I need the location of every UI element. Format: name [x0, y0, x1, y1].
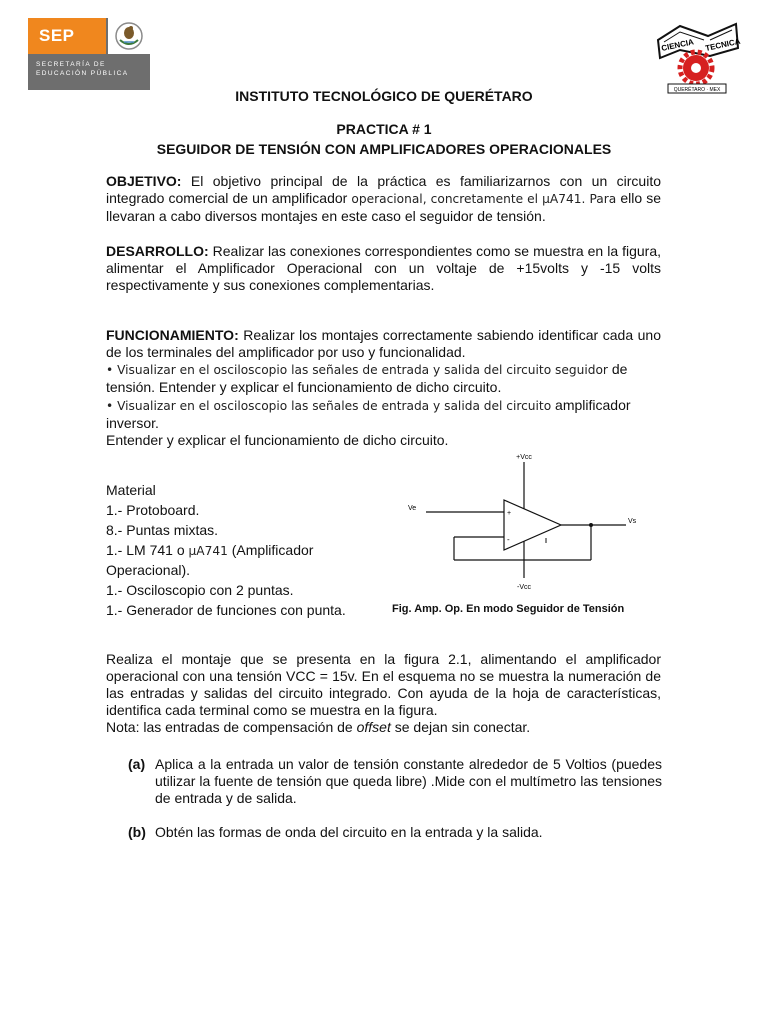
opamp-symbol: [504, 500, 561, 550]
material-item-3: [106, 540, 313, 561]
material-item: 1.- Osciloscopio con 2 puntas.: [106, 582, 294, 598]
note-line: [106, 719, 661, 736]
sep-subtitle-line2: EDUCACIÓN PÚBLICA: [36, 70, 129, 77]
bullet2-text-b: amplificador inversor.: [106, 397, 631, 431]
material-item: Operacional).: [106, 562, 191, 578]
itq-logo-right-text: TECNICA: [704, 36, 742, 53]
step-b-text: Obtén las formas de onda del circuito en la entrada y la salida.: [155, 824, 543, 840]
bullet1-text-b: de tensión. Entender y explicar el funcionamiento de dicho circuito.: [106, 361, 628, 395]
funcionamiento-bullet-2: [106, 397, 661, 432]
itq-logo-bottom-text: QUERÉTARO · MEX: [673, 87, 721, 93]
note-italic: offset: [356, 719, 391, 735]
material-item: 1.- Protoboard.: [106, 502, 200, 518]
step-a-label: (a): [128, 756, 146, 772]
bullet2-text-a: • Visualizar en el osciloscopio las señales de entrada y salida del circuito: [106, 399, 552, 413]
objetivo-label: OBJETIVO:: [106, 173, 182, 189]
step-a-text: Aplica a la entrada un valor de tensión constante alrededor de 5 Voltios (puedes utilizar la fuente de tensión que queda libre) .Mide con el multímetro las tensiones de entrada y de salida.: [155, 756, 662, 806]
sep-subtitle-line1: SECRETARÍA DE: [36, 61, 106, 68]
note-text-a: Nota: las entradas de compensación de: [106, 719, 357, 735]
objetivo-paragraph: [106, 173, 661, 225]
itq-logo: [650, 18, 744, 94]
step-a: [128, 756, 662, 807]
vcc-positive-label: +Vcc: [516, 454, 532, 461]
institute-title: INSTITUTO TECNOLÓGICO DE QUERÉTARO: [235, 88, 533, 104]
vcc-negative-label: -Vcc: [517, 584, 531, 591]
material-item: 8.- Puntas mixtas.: [106, 522, 219, 538]
funcionamiento-closing: Entender y explicar el funcionamiento de dicho circuito.: [106, 432, 449, 448]
desarrollo-paragraph: [106, 243, 661, 294]
sep-logo: [28, 18, 150, 90]
noninverting-sign: +: [507, 510, 512, 517]
output-label: Vs: [628, 518, 637, 525]
figure-caption: Fig. Amp. Op. En modo Seguidor de Tensión: [392, 603, 625, 615]
gear-icon: [680, 52, 712, 84]
funcionamiento-label: FUNCIONAMIENTO:: [106, 327, 239, 343]
sep-logo-text: SEP: [28, 18, 106, 54]
material-item: 1.- LM 741 o: [106, 542, 189, 558]
sep-subtitle: [36, 60, 148, 78]
note-text-b: se dejan sin conectar.: [390, 719, 531, 735]
step-b: [128, 824, 662, 841]
objetivo-text-c: ello se llevaran a cabo diversos montajes en este caso el seguidor de tensión.: [106, 190, 661, 224]
funcionamiento-paragraph: [106, 327, 661, 361]
objetivo-text-a: El objetivo principal de la práctica es familiarizarnos con un circuito integrado comercial de un amplificador: [106, 173, 661, 206]
inverting-sign: -: [507, 535, 510, 544]
desarrollo-label: DESARROLLO:: [106, 243, 209, 259]
material-item-alt: μA741: [188, 544, 228, 558]
funcionamiento-bullet-1: [106, 361, 661, 396]
material-item-tail: (Amplificador: [227, 542, 314, 558]
practice-number: PRACTICA # 1: [336, 121, 432, 137]
mexico-seal-icon: [108, 18, 150, 54]
voltage-follower-circuit: [396, 450, 666, 600]
objetivo-text-b: operacional, concretamente el μA741. Para: [351, 192, 617, 206]
step-b-label: (b): [128, 824, 146, 840]
funcionamiento-text: Realizar los montajes correctamente sabiendo identificar cada uno de los terminales del amplificador por uso y funcionalidad.: [106, 327, 661, 360]
desarrollo-text: Realizar las conexiones correspondientes como se muestra en la figura, alimentar el Amplificador Operacional con un voltaje de +15volts y -15 volts respectivamente y sus conexiones complementarias.: [106, 243, 661, 293]
practice-subject: SEGUIDOR DE TENSIÓN CON AMPLIFICADORES OPERACIONALES: [156, 141, 612, 157]
itq-logo-left-text: CIENCIA: [660, 37, 695, 53]
body-paragraph: Realiza el montaje que se presenta en la figura 2.1, alimentando el amplificador operacional con una tensión VCC = 15v. En el esquema no se muestra la numeración de las entradas y salidas del circuito integrado. Con ayuda de la hoja de características, identifica cada terminal como se muestra en la figura.: [106, 651, 661, 718]
input-label: Ve: [408, 505, 417, 512]
material-heading: Material: [106, 482, 156, 498]
material-item: 1.- Generador de funciones con punta.: [106, 602, 346, 618]
bullet1-text-a: • Visualizar en el osciloscopio las señales de entrada y salida del circuito seguidor: [106, 363, 608, 377]
